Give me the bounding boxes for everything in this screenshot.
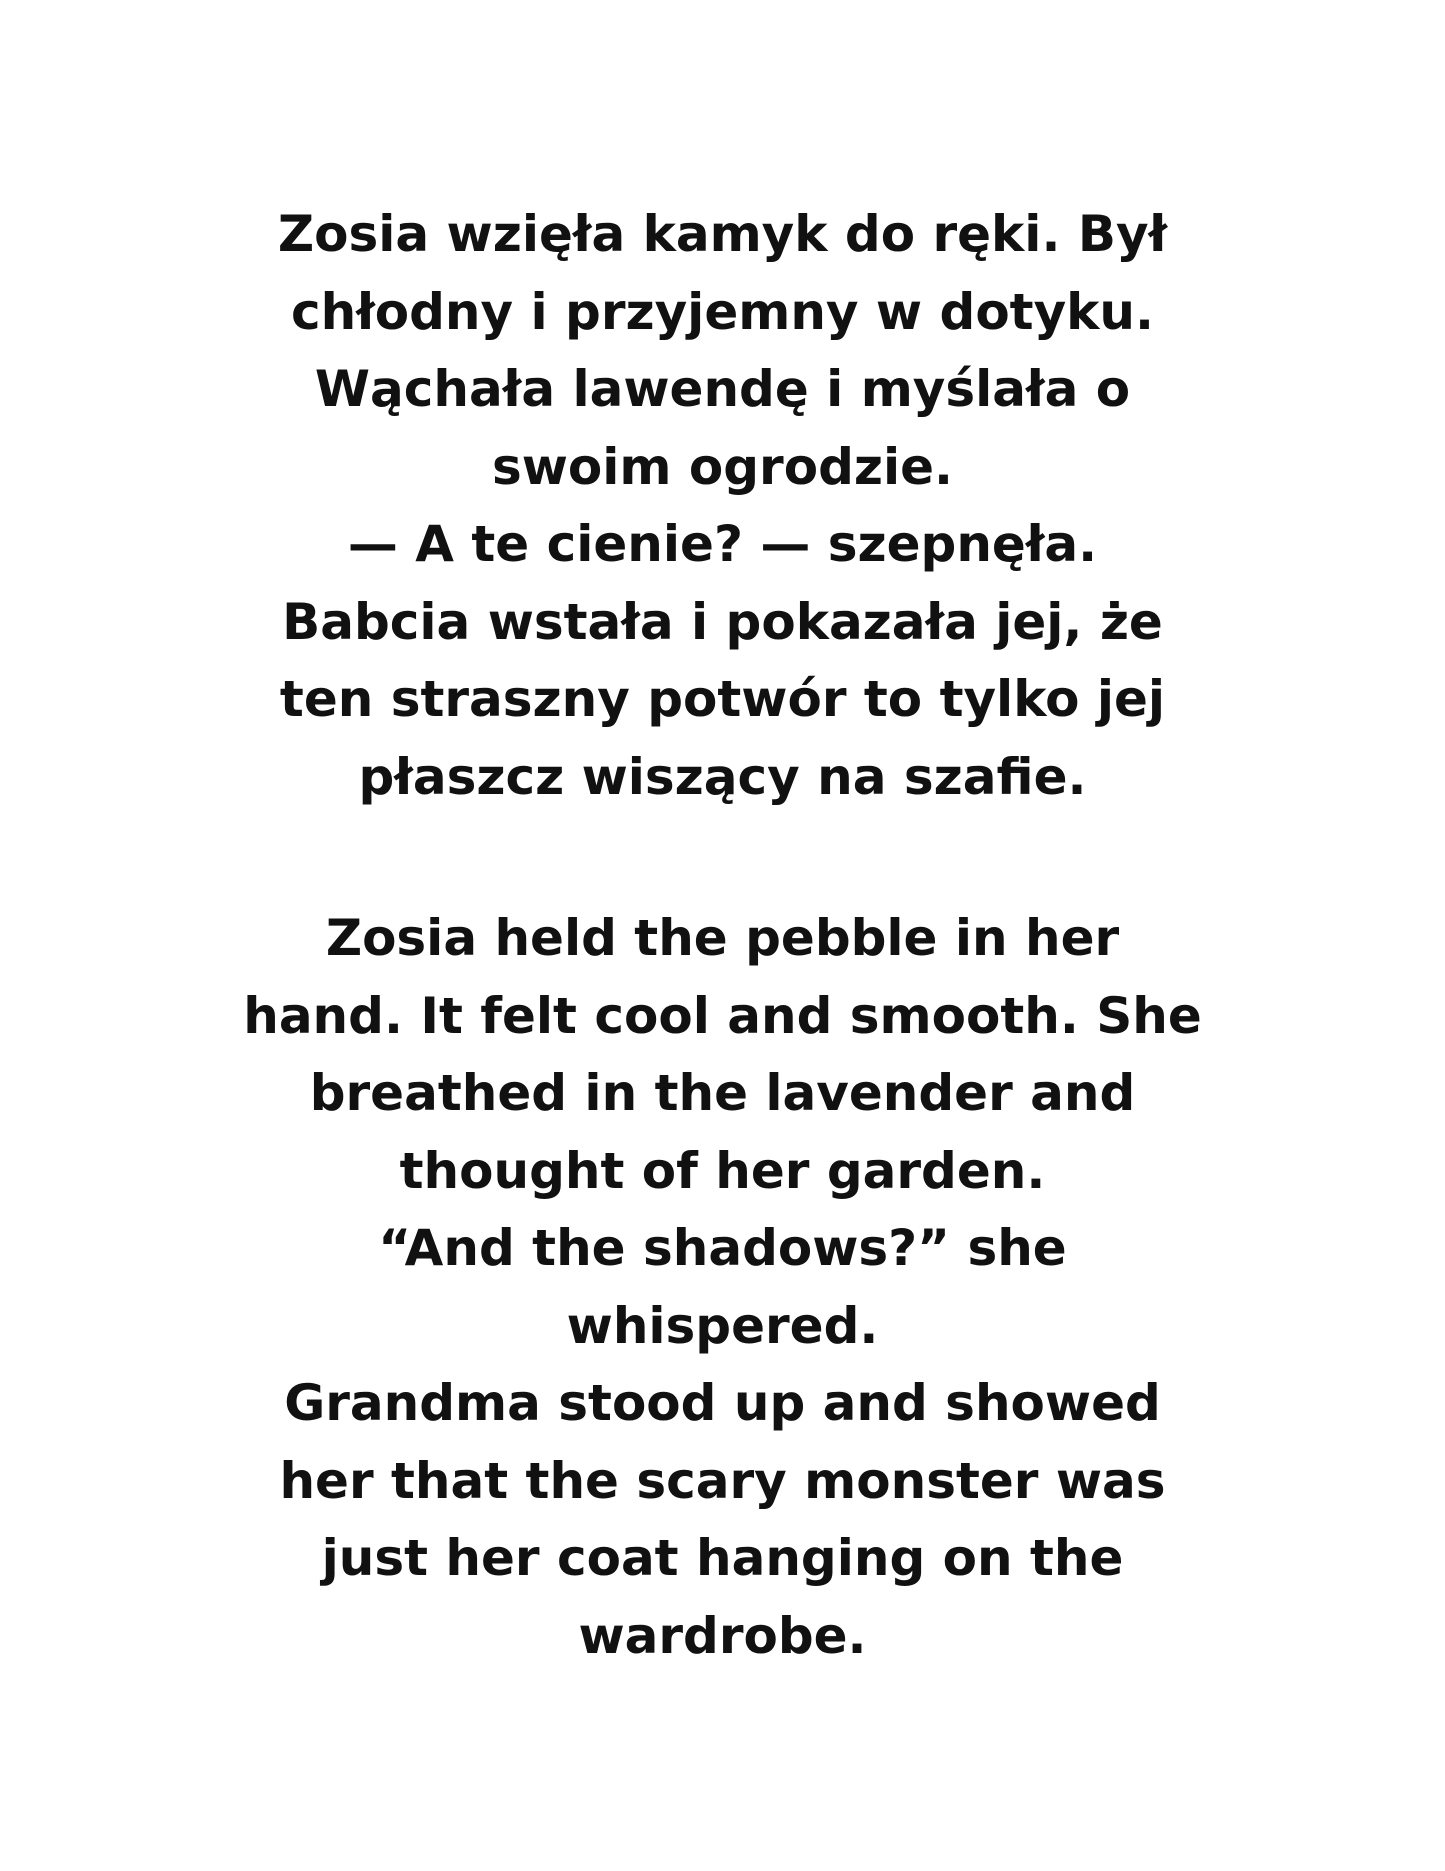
polish-line-6: Babcia wstała i pokazała jej, że (282, 592, 1163, 651)
polish-line-7: ten straszny potwór to tylko jej (279, 670, 1166, 728)
polish-paragraph (200, 196, 1245, 816)
english-paragraph (200, 900, 1245, 1675)
english-line-7: Grandma stood up and showed (284, 1374, 1161, 1432)
english-line-8: her that the scary monster was (279, 1451, 1166, 1510)
english-line-4: thought of her garden. (399, 1141, 1046, 1200)
polish-line-1: Zosia wzięła kamyk do ręki. Był (277, 205, 1168, 263)
english-line-2: hand. It felt cool and smooth. She (243, 986, 1202, 1045)
polish-line-5: — A te cienie? — szepnęła. (347, 515, 1098, 573)
english-line-6: whispered. (566, 1296, 879, 1355)
polish-line-2: chłodny i przyjemny w dotyku. (290, 282, 1155, 341)
english-line-10: wardrobe. (578, 1606, 867, 1665)
english-line-5: “And the shadows?” she (378, 1219, 1067, 1277)
polish-line-4: swoim ogrodzie. (491, 437, 954, 496)
english-line-3: breathed in the lavender and (309, 1064, 1136, 1122)
polish-line-3: Wąchała lawendę i myślała o (314, 360, 1131, 418)
polish-line-8: płaszcz wiszący na szafie. (358, 747, 1087, 806)
english-line-9: just her coat hanging on the (321, 1529, 1124, 1587)
english-line-1: Zosia held the pebble in her (325, 909, 1120, 967)
